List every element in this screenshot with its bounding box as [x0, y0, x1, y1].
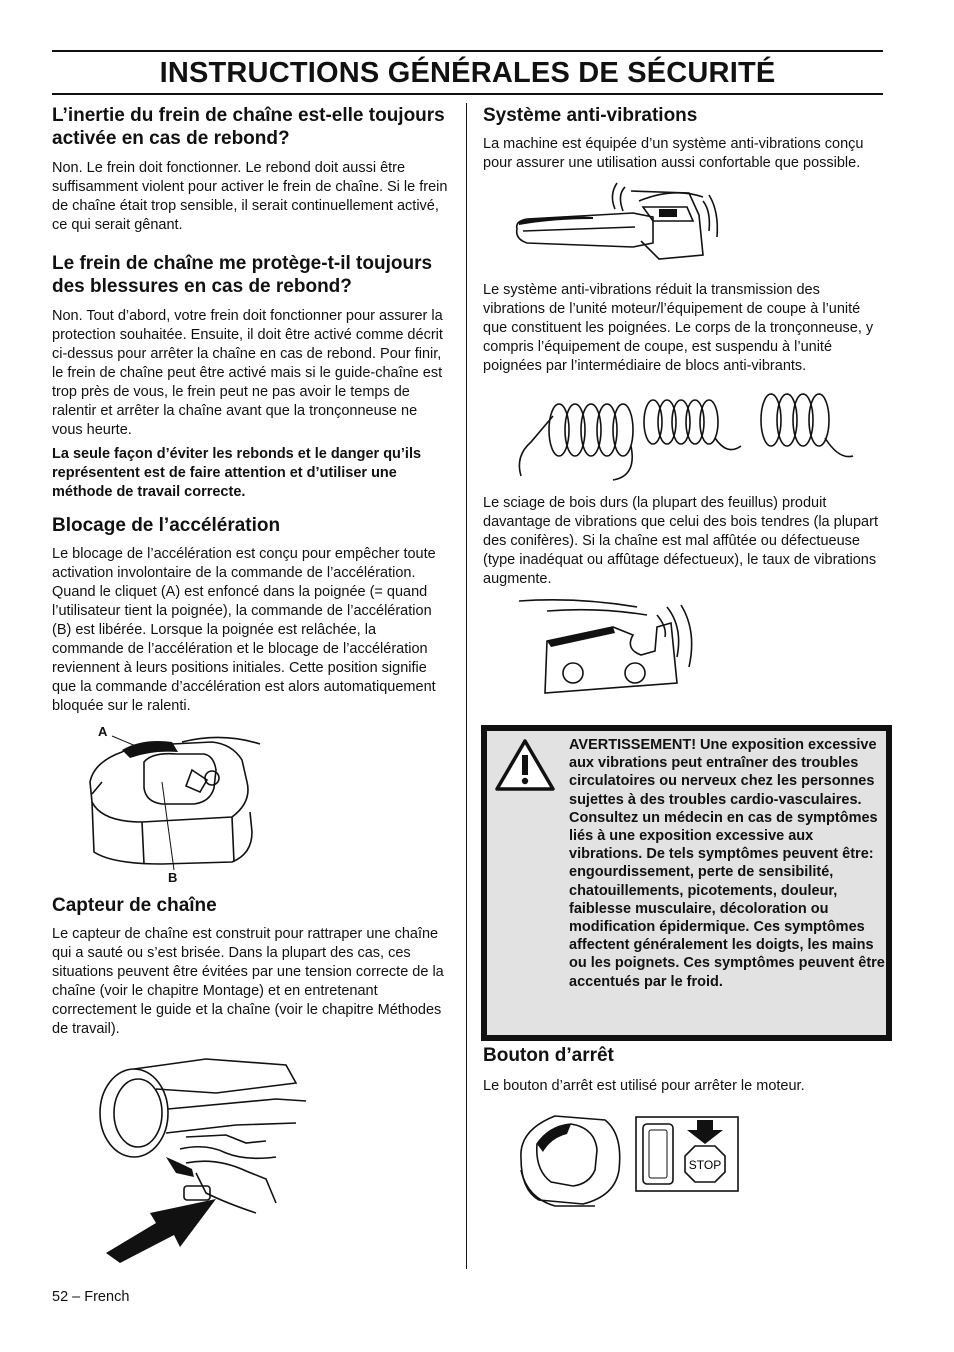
- label-a: A: [98, 724, 108, 739]
- title-underline: [52, 93, 883, 95]
- stop-symbol-panel-icon: [635, 1116, 739, 1192]
- vibration-warning-box: [481, 725, 892, 1041]
- stop-switch-figure: [483, 1110, 883, 1210]
- section-heading-chain-catcher: Capteur de chaîne: [52, 895, 217, 916]
- paragraph-hardwood-vibration: Le sciage de bois durs (la plupart des feuillus) produit davantage de vibrations que celui des bois tendres (la plupart des conifères). Si la chaîne est mal affûtée ou défectueuse (type inadéquat ou affûtage défectueux), le taux de vibrations augmente.: [483, 495, 878, 587]
- column-divider: [466, 103, 467, 1269]
- throttle-lockout-figure: [52, 722, 450, 892]
- saw-chain-vibration-illustration: [517, 597, 717, 697]
- anti-vibration-springs-illustration: [513, 386, 873, 486]
- paragraph-chain-catcher: Le capteur de chaîne est construit pour rattraper une chaîne qui a sauté ou s’est brisée. Dans la plupart des cas, ces situations peuvent être évitées par une tension correcte de la chaîne (voir le chapitre Montage) et en entretenant correctement le guide et la chaîne (voir le chapitre Méthodes de travail).: [52, 926, 444, 1037]
- paragraph-chain-brake-inertia: Non. Le frein doit fonctionner. Le rebond doit aussi être suffisamment violent pour activer le frein de chaîne. Si le frein de chaîne était trop sensible, il serait continuellement activé, ce qui serait gênant.: [52, 160, 448, 233]
- left-column: [52, 104, 450, 1263]
- page-footer: 52 – French: [52, 1289, 130, 1305]
- stop-symbol-label: STOP: [688, 1158, 722, 1172]
- label-b: B: [168, 870, 178, 885]
- chain-catcher-illustration: [96, 1053, 336, 1263]
- paragraph-chain-brake-protection: Non. Tout d’abord, votre frein doit fonctionner pour assurer la protection souhaitée. Ensuite, il doit être activé comme décrit ci-dessus pour arrêter la chaîne en cas de rebond. Pour finir, le frein de chaîne peut être activé mais si le guide-chaîne est trop près de vous, le frein peut ne pas avoir le temps de ralentir et arrêter la chaîne avant que la tronçonneuse ne vous heurte.: [52, 308, 443, 438]
- chainsaw-vibration-illustration: [513, 181, 753, 271]
- throttle-handle-illustration: [82, 722, 322, 892]
- stop-switch-illustration: [515, 1110, 625, 1210]
- section-heading-chain-brake-protection: Le frein de chaîne me protège-t-il toujours des blessures en cas de rebond?: [52, 253, 433, 297]
- paragraph-kickback-warning: La seule façon d’éviter les rebonds et le danger qu’ils représentent est de faire attention et d’utiliser une méthode de travail correcte.: [52, 446, 422, 500]
- top-rule: [52, 50, 883, 52]
- paragraph-anti-vibration-transmission: Le système anti-vibrations réduit la transmission des vibrations de l’unité moteur/l’équipement de coupe à l’unité que constituent les poignées. Le corps de la tronçonneuse, y compris l’équipement de coupe, est suspendu à l’unité poignées par l’intermédiaire de blocs anti-vibrants.: [483, 282, 874, 374]
- warning-text: AVERTISSEMENT! Une exposition excessive aux vibrations peut entraîner des troubles circulatoires ou nerveux chez les personnes sujettes à des troubles cardio-vasculaires. Consultez un médecin en cas de symptômes liés à une exposition excessive aux vibrations. De tels symptômes peuvent être: engourdissement, perte de sensibilité, chatouillements, picotements, douleur, faiblesse musculaire, décoloration ou modification épidermique. Ces symptômes affectent généralement les doigts, les mains ou les poignets. Ces symptômes peuvent être accentués par le froid.: [569, 737, 885, 990]
- page-title: INSTRUCTIONS GÉNÉRALES DE SÉCURITÉ: [159, 57, 776, 89]
- section-heading-chain-brake-inertia: L’inertie du frein de chaîne est-elle toujours activée en cas de rebond?: [52, 105, 445, 149]
- warning-triangle-icon: [495, 739, 555, 791]
- paragraph-anti-vibration-intro: La machine est équipée d’un système anti-vibrations conçu pour assurer une utilisation aussi confortable que possible.: [483, 136, 864, 171]
- paragraph-stop-button: Le bouton d’arrêt est utilisé pour arrêter le moteur.: [483, 1078, 805, 1094]
- warning-box-inner: [487, 731, 886, 1035]
- paragraph-throttle-lockout: Le blocage de l’accélération est conçu pour empêcher toute activation involontaire de la commande de l’accélération. Quand le cliquet (A) est enfoncé dans la poignée (= quand l’utilisateur tient la poignée), la commande de l’accélération (B) est libérée. Lorsque la poignée est relâchée, la commande de l’accélération et le blocage de l’accélération reviennent à leurs positions initiales. Cette position signifie que la commande d’accélération est alors automatiquement bloquée sur le ralenti.: [52, 546, 436, 714]
- section-heading-throttle-lockout: Blocage de l’accélération: [52, 515, 281, 536]
- section-heading-anti-vibration: Système anti-vibrations: [483, 105, 698, 126]
- section-heading-stop-button: Bouton d’arrêt: [483, 1045, 614, 1066]
- stop-button-section: [483, 1044, 883, 1210]
- right-column: [483, 104, 883, 697]
